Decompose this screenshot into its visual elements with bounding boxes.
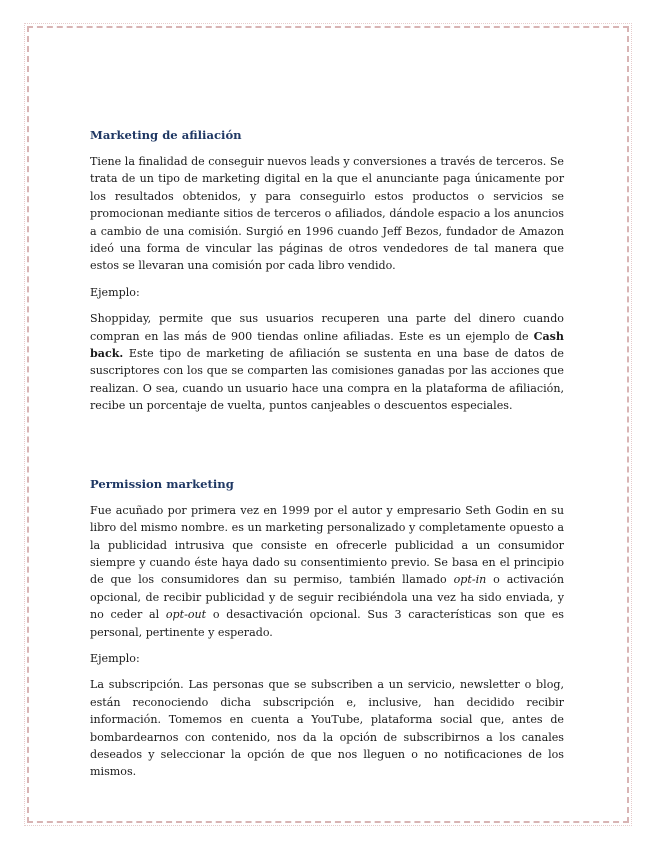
section-heading: Permission marketing xyxy=(90,476,234,491)
paragraph-text-end: o desactivación opcional. Sus 3 características son que es personal, pertinente y esperado. xyxy=(90,608,564,639)
section-permission-marketing xyxy=(90,476,564,781)
example-text-continued: Este tipo de marketing de afiliación se sustenta en una base de datos de suscriptores con los que se comparten las comisiones ganadas por las acciones que realizan. O sea, cuando un usuario hace una compra en la plataforma de afiliación, recibe un porcentaje de vuelta, puntos canjeables o descuentos especiales. xyxy=(90,347,564,413)
italic-term-opt-in: opt-in xyxy=(453,573,487,587)
section-paragraph xyxy=(90,502,564,641)
italic-term-opt-out: opt-out xyxy=(165,608,207,622)
paragraph-text: Fue acuñado por primera vez en 1999 por el autor y empresario Seth Godin en su libro del mismo nombre. es un marketing personalizado y completamente opuesto a la publicidad intrusiva que consiste en ofrecerle publicidad a un consumidor siempre y cuando éste haya dado su consentimiento previo. Se basa en el principio de que los consumidores dan su permiso, también llamado xyxy=(90,503,564,587)
example-paragraph xyxy=(90,310,564,414)
example-paragraph: La subscripción. Las personas que se subscriben a un servicio, newsletter o blog, están reconociendo dicha subscripción e, inclusive, han decidido recibir información. Tomemos en cuenta a YouTube, plataforma social que, antes de bombardearnos con contenido, nos da la opción de subscribirnos a los canales deseados y seleccionar la opción de que nos lleguen o no notificaciones de los mismos. xyxy=(90,678,564,779)
example-text: Shoppiday, permite que sus usuarios recuperen una parte del dinero cuando compran en las más de 900 tiendas online afiliadas. Este es un ejemplo de xyxy=(90,312,564,343)
section-heading: Marketing de afiliación xyxy=(90,128,242,142)
paragraph-text-continued: o activación opcional, de recibir publicidad y de seguir recibiéndola una vez ha sido enviada, y no ceder al xyxy=(90,573,564,622)
section-paragraph: Tiene la finalidad de conseguir nuevos leads y conversiones a través de terceros. Se trata de un tipo de marketing digital en la que el anunciante paga únicamente por los resultados obtenidos, y para conseguirlo estos productos o servicios se promocionan mediante sitios de terceros o afiliados, dándole espacio a los anuncios a cambio de una comisión. Surgió en 1996 cuando Jeff Bezos, fundador de Amazon ideó una forma de vincular las páginas de otros vendedores de tal manera que estos se llevaran una comisión por cada libro vendido. xyxy=(90,155,564,273)
section-affiliate-marketing xyxy=(90,127,564,415)
example-bold-term: Cash back. xyxy=(90,329,564,361)
example-label: Ejemplo: xyxy=(90,651,140,665)
section-spacer xyxy=(90,424,564,476)
example-label: Ejemplo: xyxy=(90,285,140,299)
document-body xyxy=(90,127,564,790)
